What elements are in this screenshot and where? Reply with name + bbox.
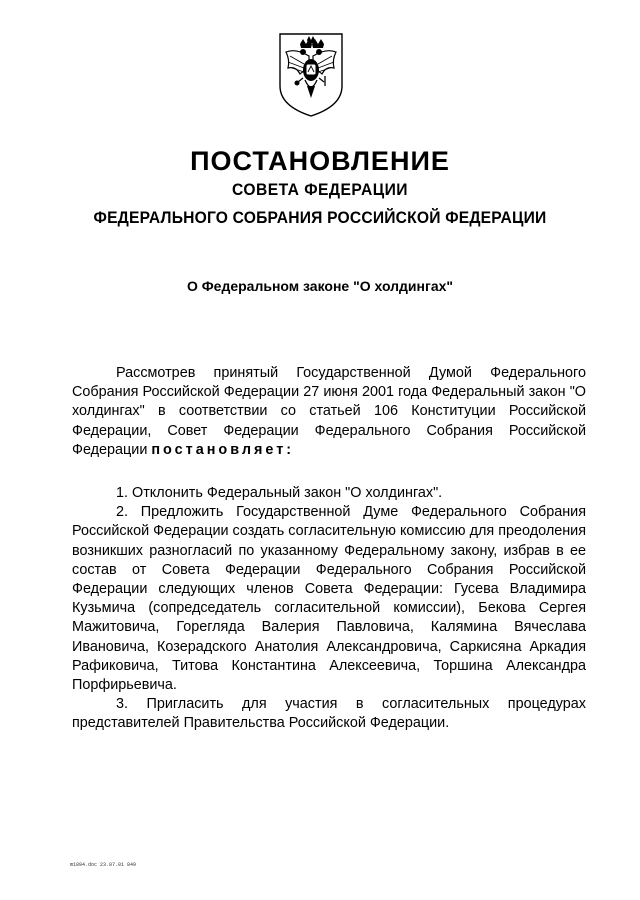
coat-of-arms-emblem — [276, 30, 346, 118]
resolution-item-3: 3. Пригласить для участия в согласительных процедурах представителей Правительства Российской Федерации. — [72, 696, 586, 732]
issuer-line-2: ФЕДЕРАЛЬНОГО СОБРАНИЯ РОССИЙСКОЙ ФЕДЕРАЦИИ — [93, 208, 547, 227]
resolution-item-1: 1. Отклонить Федеральный закон "О холдингах". — [116, 485, 443, 501]
issuer-line-1: СОВЕТА ФЕДЕРАЦИИ — [232, 180, 408, 199]
preamble — [72, 364, 586, 460]
preamble-paragraph — [72, 364, 586, 460]
document-title: ПОСТАНОВЛЕНИЕ — [190, 146, 450, 176]
resolution-items — [72, 484, 586, 734]
file-reference-footer: m1894.doc 23.07.01 849 — [70, 862, 137, 868]
document-subject: О Федеральном законе "О холдингах" — [186, 278, 454, 294]
resolves-keyword: постановляет: — [151, 441, 295, 458]
resolution-item-2: 2. Предложить Государственной Думе Федерального Собрания Российской Федерации создать согласительную комиссию для преодоления возникших разногласий по указанному Федеральному закону, избрав в ее состав от Совета Федерации Федерального Собрания Российской Федерации следующих членов Совета Федерации: Гусева Владимира Кузьмича (сопредседатель согласительной комиссии), Бекова Сергея Мажитовича, Горегляда Валерия Павловича, Калямина Вячеслава Ивановича, Козерадского Анатолия Александровича, Саркисяна Аркадия Рафиковича, Титова Константина Алексеевича, Торшина Александра Порфирьевича. — [72, 504, 586, 694]
preamble-text: Рассмотрев принятый Государственной Думой Федерального Собрания Российской Федерации 27 июня 2001 года Федеральный закон "О холдингах" в соответствии со статьей 106 Конституции Российской Федерации, Совет Федерации Федерального Собрания Российской Федерации — [72, 365, 586, 458]
